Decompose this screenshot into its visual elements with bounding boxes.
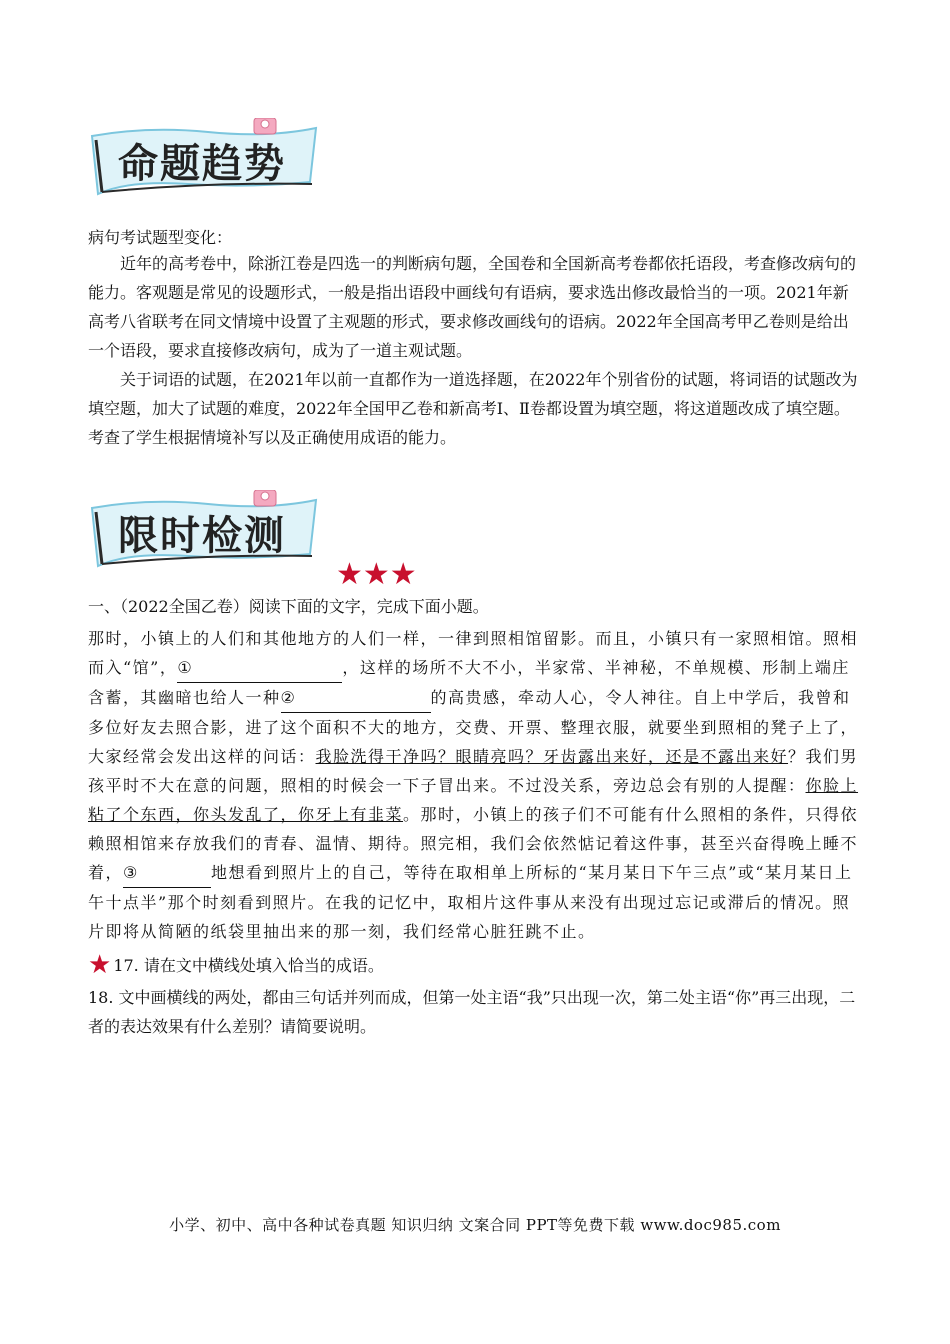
star-icon: ★ [88,950,112,980]
page-footer: 小学、初中、高中各种试卷真题 知识归纳 文案合同 PPT等免费下载 www.doc985.com [169,1216,781,1234]
passage-text: 。那时，小镇上的孩子们不可能有什么照相的条件，只得依赖照相馆来存放我们的青春、温情、期待。照完相，我们会依然惦记着这件事，甚至兴奋得晚上睡不着， [88,805,859,882]
blank-3 [123,858,211,888]
blank-2 [281,683,431,713]
underlined-sentence-1: 我脸洗得干净吗？眼睛亮吗？牙齿露出来好，还是不露出来好 [315,747,789,766]
passage-text: 地想看到照片上的自己，等待在取相单上所标的“某月某日下午三点”或“某月某日上午十点半”那个时刻看到照片。在我的记忆中，取相片这件事从来没有出现过忘记或滞后的情况。照片即将从简陋的纸袋里抽出来的那一刻，我们经常心脏狂跳不止。 [88,863,853,941]
intro-paragraph-2: 关于词语的试题，在2021年以前一直都作为一道选择题，在2022年个别省份的试题，将词语的试题改为填空题，加大了试题的难度，2022年全国甲乙卷和新高考Ⅰ、Ⅱ卷都设置为填空题，将这道题改成了填空题。考查了学生根据情境补写以及正确使用成语的能力。 [88,370,858,447]
section-banner-trend [88,118,320,200]
blank-3-label: ③ [123,863,139,882]
intro-label: 病句考试题型变化： [88,228,233,247]
underlined-sentence-2: 你脸上粘了个东西，你头发乱了，你牙上有韭菜 [88,776,859,824]
reading-passage [88,624,862,946]
question-17 [88,949,384,980]
blank-2-label: ② [280,688,297,707]
question-18: 18. 文中画横线的两处，都由三句话并列而成，但第一处主语“我”只出现一次，第二处主语“你”再三出现，二者的表达效果有什么差别？请简要说明。 [88,988,856,1036]
passage-text: ？我们男孩平时不大在意的问题，照相的时候会一下子冒出来。不过没关系，旁边总会有别的人提醒： [88,747,859,795]
passage-text: 那时，小镇上的人们和其他地方的人们一样，一律到照相馆留影。而且，小镇只有一家照相馆。照相而入“馆”， [88,629,859,677]
passage-text: ，这样的场所不大不小，半家常、半神秘，不单规模、形制上端庄含蓄，其幽暗也给人一种 [88,658,850,707]
difficulty-stars [336,557,417,592]
banner-title: 限时检测 [118,513,286,559]
blank-1-label: ① [177,658,194,677]
passage-text: 的高贵感，牵动人心，令人神往。自上中学后，我曾和多位好友去照合影，进了这个面积不大的地方，交费、开票、整理衣服，就要坐到照相的凳子上了，大家经常会发出这样的问话： [88,688,859,766]
banner-title: 命题趋势 [118,141,286,187]
question-heading: 一、（2022全国乙卷）阅读下面的文字，完成下面小题。 [88,597,489,616]
blank-1 [177,653,342,683]
question-17-text: 17. 请在文中横线处填入恰当的成语。 [113,956,384,975]
intro-paragraph-1: 近年的高考卷中，除浙江卷是四选一的判断病句题，全国卷和全国新高考卷都依托语段，考查修改病句的能力。客观题是常见的设题形式，一般是指出语段中画线句有语病，要求选出修改最恰当的一项。2021年新高考八省联考在同文情境中设置了主观题的形式，要求修改画线句的语病。2022年全国高考甲乙卷则是给出一个语段，要求直接修改病句，成为了一道主观试题。 [88,254,857,360]
section-banner-test [88,490,320,572]
star-icon: ★★★ [336,557,417,592]
